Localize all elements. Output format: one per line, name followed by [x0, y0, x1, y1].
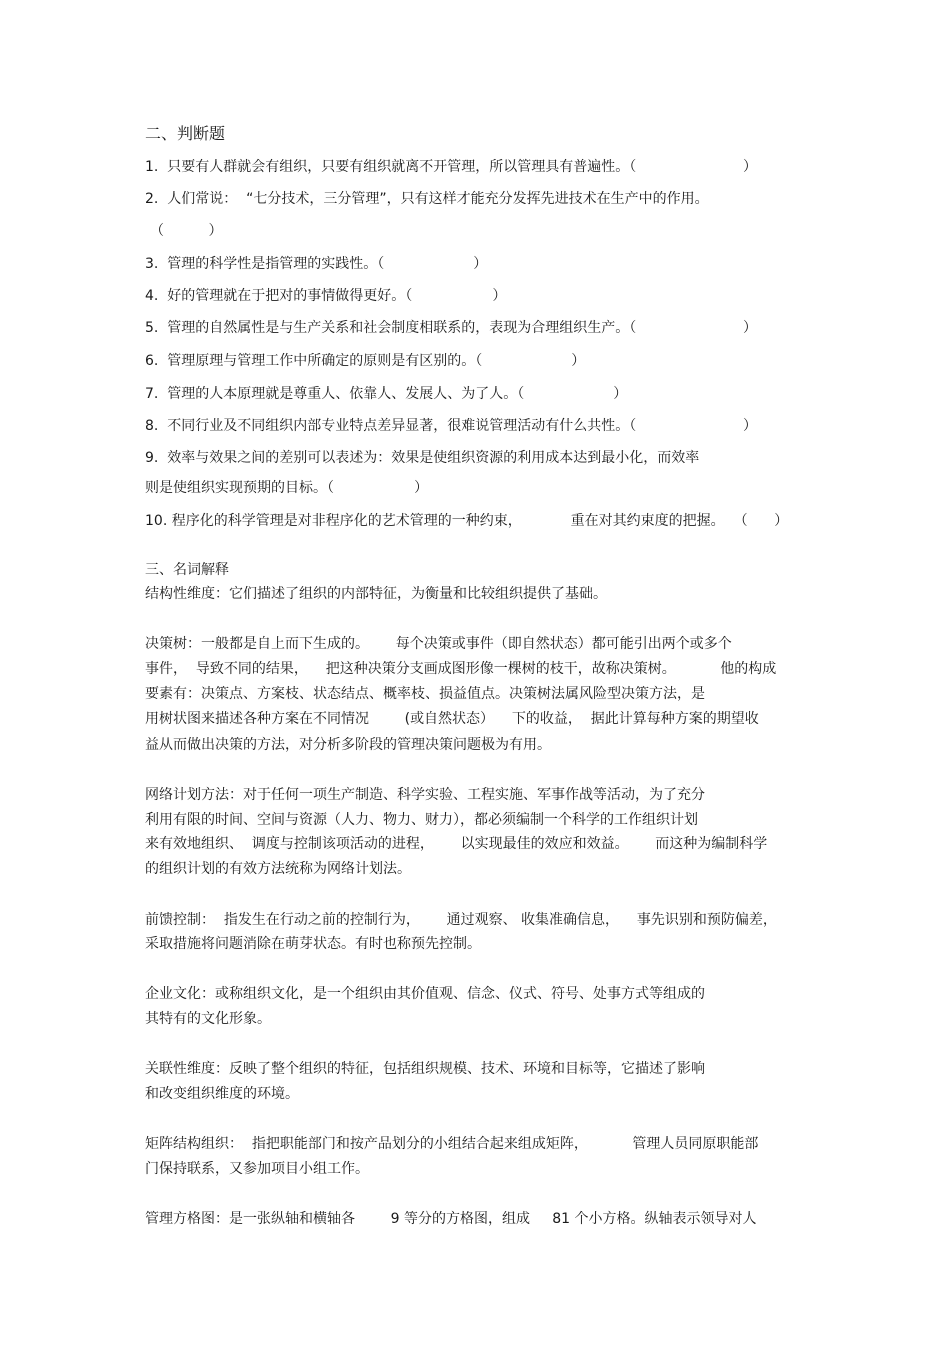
question-9-line-1: 9. 效率与效果之间的差别可以表述为：效果是使组织资源的利用成本达到最小化，而效率 — [145, 450, 700, 466]
term-network-planning-line-3: 来有效地组织、 调度与控制该项活动的进程， 以实现最佳的效应和效益。 而这种为编制科学 — [145, 836, 768, 852]
question-2-line-1: 2. 人们常说： “七分技术，三分管理”，只有这样才能充分发挥先进技术在生产中的作用。 — [145, 191, 709, 207]
question-4: 4. 好的管理就在于把对的事情做得更好。（ ） — [145, 288, 507, 304]
term-decision-tree-line-5: 益从而做出决策的方法，对分析多阶段的管理决策问题极为有用。 — [145, 737, 551, 753]
question-6: 6. 管理原理与管理工作中所确定的原则是有区别的。（ ） — [145, 353, 586, 369]
term-matrix-structure-line-2: 门保持联系，又参加项目小组工作。 — [145, 1161, 369, 1177]
term-decision-tree-line-2: 事件， 导致不同的结果， 把这种决策分支画成图形像一棵树的枝干，故称决策树。 他的构成 — [145, 661, 777, 677]
term-network-planning-line-1: 网络计划方法：对于任何一项生产制造、科学实验、工程实施、军事作战等活动，为了充分 — [145, 787, 705, 803]
term-corporate-culture-line-1: 企业文化：或称组织文化，是一个组织由其价值观、信念、仪式、符号、处事方式等组成的 — [145, 986, 705, 1002]
term-contextual-dimension-line-1: 关联性维度：反映了整个组织的特征，包括组织规模、技术、环境和目标等，它描述了影响 — [145, 1061, 705, 1077]
section-title-terms: 三、名词解释 — [145, 562, 229, 578]
term-decision-tree-line-3: 要素有：决策点、方案枝、状态结点、概率枝、损益值点。决策树法属风险型决策方法，是 — [145, 686, 705, 702]
term-contextual-dimension-line-2: 和改变组织维度的环境。 — [145, 1086, 299, 1102]
question-1: 1. 只要有人群就会有组织，只要有组织就离不开管理，所以管理具有普遍性。（ ） — [145, 159, 758, 175]
section-title-true-false: 二、判断题 — [145, 124, 226, 143]
question-8: 8. 不同行业及不同组织内部专业特点差异显著，很难说管理活动有什么共性。（ ） — [145, 418, 758, 434]
term-corporate-culture-line-2: 其特有的文化形象。 — [145, 1011, 271, 1027]
term-matrix-structure-line-1: 矩阵结构组织： 指把职能部门和按产品划分的小组结合起来组成矩阵， 管理人员同原职能部 — [145, 1136, 759, 1152]
term-feedforward-control-line-2: 采取措施将问题消除在萌芽状态。有时也称预先控制。 — [145, 936, 481, 952]
term-network-planning-line-2: 利用有限的时间、空间与资源（人力、物力、财力），都必须编制一个科学的工作组织计划 — [145, 812, 698, 828]
term-decision-tree-line-1: 决策树：一般都是自上而下生成的。 每个决策或事件（即自然状态）都可能引出两个或多个 — [145, 636, 732, 652]
term-network-planning-line-4: 的组织计划的有效方法统称为网络计划法。 — [145, 861, 411, 877]
term-decision-tree-line-4: 用树状图来描述各种方案在不同情况 (或自然状态） 下的收益， 据此计算每种方案的期望收 — [145, 711, 759, 727]
question-3: 3. 管理的科学性是指管理的实践性。（ ） — [145, 256, 488, 272]
question-9-line-2: 则是使组织实现预期的目标。（ ） — [145, 480, 429, 496]
term-feedforward-control-line-1: 前馈控制： 指发生在行动之前的控制行为， 通过观察、 收集准确信息， 事先识别和预防偏差， — [145, 912, 777, 928]
question-7: 7. 管理的人本原理就是尊重人、依靠人、发展人、为了人。（ ） — [145, 386, 628, 402]
term-managerial-grid-line-1: 管理方格图：是一张纵轴和横轴各 9 等分的方格图，组成 81 个小方格。纵轴表示领导对人 — [145, 1211, 757, 1227]
question-2-line-2: （ ） — [150, 223, 223, 239]
question-5: 5. 管理的自然属性是与生产关系和社会制度相联系的，表现为合理组织生产。（ ） — [145, 320, 758, 336]
question-10: 10. 程序化的科学管理是对非程序化的艺术管理的一种约束， 重在对其约束度的把握。 （ ） — [145, 513, 789, 529]
term-structural-dimension: 结构性维度：它们描述了组织的内部特征，为衡量和比较组织提供了基础。 — [145, 586, 607, 602]
